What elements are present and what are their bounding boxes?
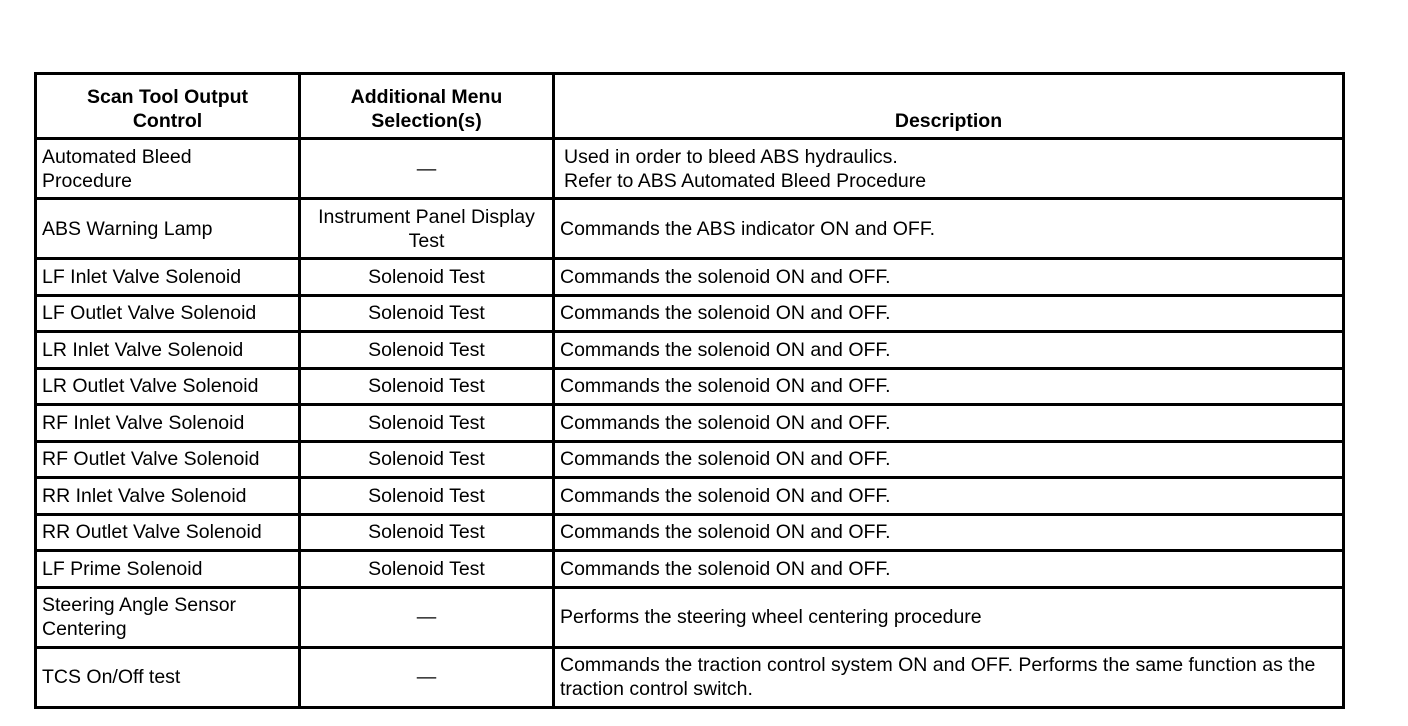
table-row xyxy=(37,479,1345,516)
cell-description: Commands the solenoid ON and OFF. xyxy=(555,260,1345,297)
cell-description: Commands the solenoid ON and OFF. xyxy=(555,552,1345,589)
table-row xyxy=(37,333,1345,370)
cell-description: Commands the ABS indicator ON and OFF. xyxy=(555,200,1345,260)
header-additional-menu-selections: Additional Menu Selection(s) xyxy=(301,75,555,140)
cell-menu: Solenoid Test xyxy=(301,333,555,370)
cell-menu: Instrument Panel Display Test xyxy=(301,200,555,260)
cell-description: Commands the solenoid ON and OFF. xyxy=(555,370,1345,407)
header-description: Description xyxy=(555,75,1345,140)
cell-control: LR Outlet Valve Solenoid xyxy=(37,370,301,407)
table-row xyxy=(37,370,1345,407)
cell-menu: Solenoid Test xyxy=(301,516,555,553)
table-row xyxy=(37,200,1345,260)
cell-description: Commands the solenoid ON and OFF. xyxy=(555,406,1345,443)
cell-menu: Solenoid Test xyxy=(301,479,555,516)
cell-menu: Solenoid Test xyxy=(301,260,555,297)
cell-menu: Solenoid Test xyxy=(301,406,555,443)
cell-description: Commands the solenoid ON and OFF. xyxy=(555,333,1345,370)
cell-control: LF Prime Solenoid xyxy=(37,552,301,589)
table-row xyxy=(37,260,1345,297)
cell-menu: — xyxy=(301,589,555,649)
cell-menu: — xyxy=(301,140,555,200)
table-row xyxy=(37,649,1345,709)
cell-menu: Solenoid Test xyxy=(301,370,555,407)
cell-description: Commands the solenoid ON and OFF. xyxy=(555,297,1345,334)
table-header-row xyxy=(37,75,1345,140)
table-row xyxy=(37,552,1345,589)
cell-description: Commands the solenoid ON and OFF. xyxy=(555,443,1345,480)
header-scan-tool-output-control: Scan Tool Output Control xyxy=(37,75,301,140)
table-row xyxy=(37,443,1345,480)
cell-control: RR Inlet Valve Solenoid xyxy=(37,479,301,516)
cell-control: RF Inlet Valve Solenoid xyxy=(37,406,301,443)
cell-control: TCS On/Off test xyxy=(37,649,301,709)
cell-control: LF Outlet Valve Solenoid xyxy=(37,297,301,334)
cell-description: Performs the steering wheel centering procedure xyxy=(555,589,1345,649)
cell-control: ABS Warning Lamp xyxy=(37,200,301,260)
cell-menu: Solenoid Test xyxy=(301,443,555,480)
cell-menu: Solenoid Test xyxy=(301,552,555,589)
table-row xyxy=(37,140,1345,200)
scan-tool-output-table xyxy=(34,72,1345,709)
table-row xyxy=(37,589,1345,649)
table-row xyxy=(37,516,1345,553)
cell-control: LR Inlet Valve Solenoid xyxy=(37,333,301,370)
cell-description: Commands the solenoid ON and OFF. xyxy=(555,479,1345,516)
cell-description: Used in order to bleed ABS hydraulics. Refer to ABS Automated Bleed Procedure xyxy=(555,140,1345,200)
cell-control: RR Outlet Valve Solenoid xyxy=(37,516,301,553)
table-row xyxy=(37,406,1345,443)
cell-control: LF Inlet Valve Solenoid xyxy=(37,260,301,297)
cell-control: Automated Bleed Procedure xyxy=(37,140,301,200)
cell-menu: Solenoid Test xyxy=(301,297,555,334)
cell-description: Commands the traction control system ON and OFF. Performs the same function as the traction control switch. xyxy=(555,649,1345,709)
table-row xyxy=(37,297,1345,334)
cell-control: RF Outlet Valve Solenoid xyxy=(37,443,301,480)
cell-menu: — xyxy=(301,649,555,709)
cell-description: Commands the solenoid ON and OFF. xyxy=(555,516,1345,553)
cell-control: Steering Angle Sensor Centering xyxy=(37,589,301,649)
